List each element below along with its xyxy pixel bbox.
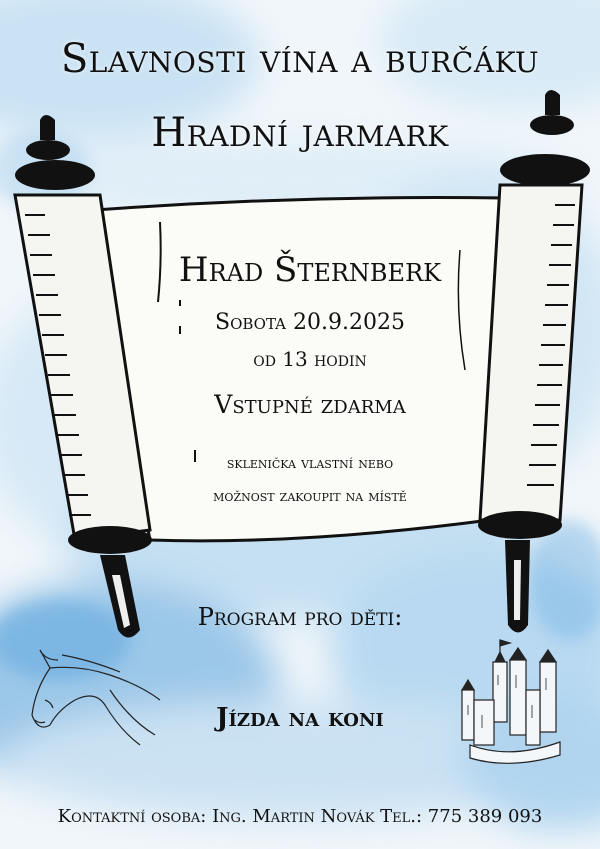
glass-note-line2: možnost zakoupit na místě: [213, 486, 407, 505]
event-time: od 13 hodin: [253, 347, 367, 371]
event-title: Slavnosti vína a burčáku: [60, 36, 540, 82]
event-date: Sobota 20.9.2025: [215, 310, 405, 335]
event-subtitle: Hradní jarmark: [151, 110, 449, 156]
venue: Hrad Šternberk: [178, 250, 442, 290]
contact-info: Kontaktní osoba: Ing. Martin Novák Tel.: 775 389 093: [57, 806, 543, 827]
glass-note-line1: sklenička vlastní nebo: [226, 453, 394, 472]
kids-program-heading: Program pro děti:: [197, 603, 403, 631]
entry-fee: Vstupné zdarma: [214, 390, 406, 419]
kids-program-activity: Jízda na koni: [216, 703, 384, 733]
